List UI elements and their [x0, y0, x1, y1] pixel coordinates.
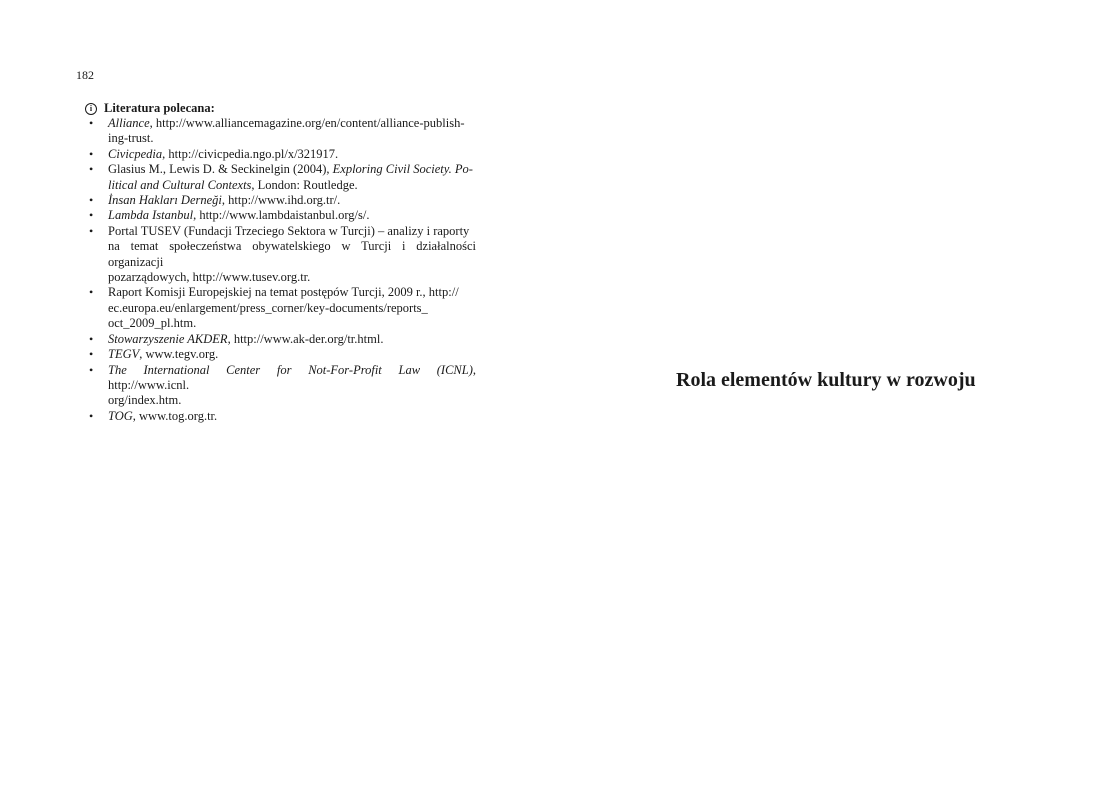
item-title: Exploring Civil Society. Po- — [332, 162, 473, 177]
item-text: Glasius M., Lewis D. & Seckinelgin (2004), — [108, 162, 333, 177]
item-title: litical and Cultural Contexts — [108, 177, 252, 192]
list-item — [84, 116, 476, 147]
list-item — [84, 208, 476, 223]
right-page — [550, 0, 1100, 796]
list-item — [84, 285, 476, 331]
item-text: na temat społeczeństwa obywatelskiego w Turcji i działalności organizacji — [108, 239, 476, 269]
item-text: , London: Routledge. — [251, 177, 358, 192]
item-title: İnsan Hakları Derneği — [108, 193, 222, 208]
item-title: Lambda Istanbul — [108, 208, 194, 223]
bullet-icon: • — [89, 146, 94, 161]
list-item — [84, 224, 476, 286]
list-item — [84, 409, 476, 424]
item-text: , http://www.ak-der.org/tr.html. — [227, 331, 384, 346]
recommended-reading-heading — [84, 101, 476, 116]
bullet-icon: • — [89, 285, 94, 300]
bullet-icon: • — [89, 193, 94, 208]
item-text: oct_2009_pl.htm. — [108, 316, 197, 331]
item-text: , www.tegv.org. — [139, 347, 219, 362]
bullet-icon: • — [89, 208, 94, 223]
item-text: , www.tog.org.tr. — [132, 408, 218, 423]
recommended-reading-section — [84, 101, 476, 424]
item-title: Civicpedia — [108, 146, 163, 161]
item-text: Portal TUSEV (Fundacji Trzeciego Sektora w Turcji) – analizy i raporty — [108, 223, 470, 238]
item-title: TOG — [108, 408, 133, 423]
item-text: , http://www.lambdaistanbul.org/s/. — [193, 208, 370, 223]
item-text: org/index.htm. — [108, 393, 182, 408]
bullet-icon: • — [89, 408, 94, 423]
item-title: The International Center for Not-For-Profit Law (ICNL) — [108, 362, 473, 377]
bullet-icon: • — [89, 162, 94, 177]
bullet-icon: • — [89, 223, 94, 238]
item-text: , http://civicpedia.ngo.pl/x/321917. — [162, 146, 339, 161]
item-title: Alliance — [108, 116, 150, 130]
item-text: , http://www.ihd.org.tr/. — [221, 193, 341, 208]
item-text: pozarządowych, http://www.tusev.org.tr. — [108, 270, 311, 285]
bullet-icon: • — [89, 362, 94, 377]
item-title: TEGV — [108, 347, 140, 362]
section-heading-text: Literatura polecana: — [104, 101, 215, 115]
item-text: ec.europa.eu/enlargement/press_corner/key-documents/reports_ — [108, 300, 428, 315]
item-text: Raport Komisji Europejskiej na temat postępów Turcji, 2009 r., http:// — [108, 285, 459, 300]
list-item — [84, 332, 476, 347]
item-text: ing-trust. — [108, 131, 154, 146]
list-item — [84, 363, 476, 409]
list-item — [84, 147, 476, 162]
info-circle-icon: i — [85, 103, 97, 115]
item-text: , http://www.alliancemagazine.org/en/content/alliance-publish- — [149, 116, 465, 130]
list-item — [84, 193, 476, 208]
bullet-icon: • — [89, 347, 94, 362]
item-text: , http://www.icnl. — [108, 362, 476, 392]
list-item — [84, 347, 476, 362]
bullet-icon: • — [89, 331, 94, 346]
page-number: 182 — [76, 68, 94, 82]
list-item — [84, 162, 476, 193]
bullet-icon: • — [89, 116, 94, 130]
reading-list — [84, 116, 476, 424]
item-title: Stowarzyszenie AKDER — [108, 331, 228, 346]
chapter-title: Rola elementów kultury w rozwoju — [676, 369, 976, 391]
